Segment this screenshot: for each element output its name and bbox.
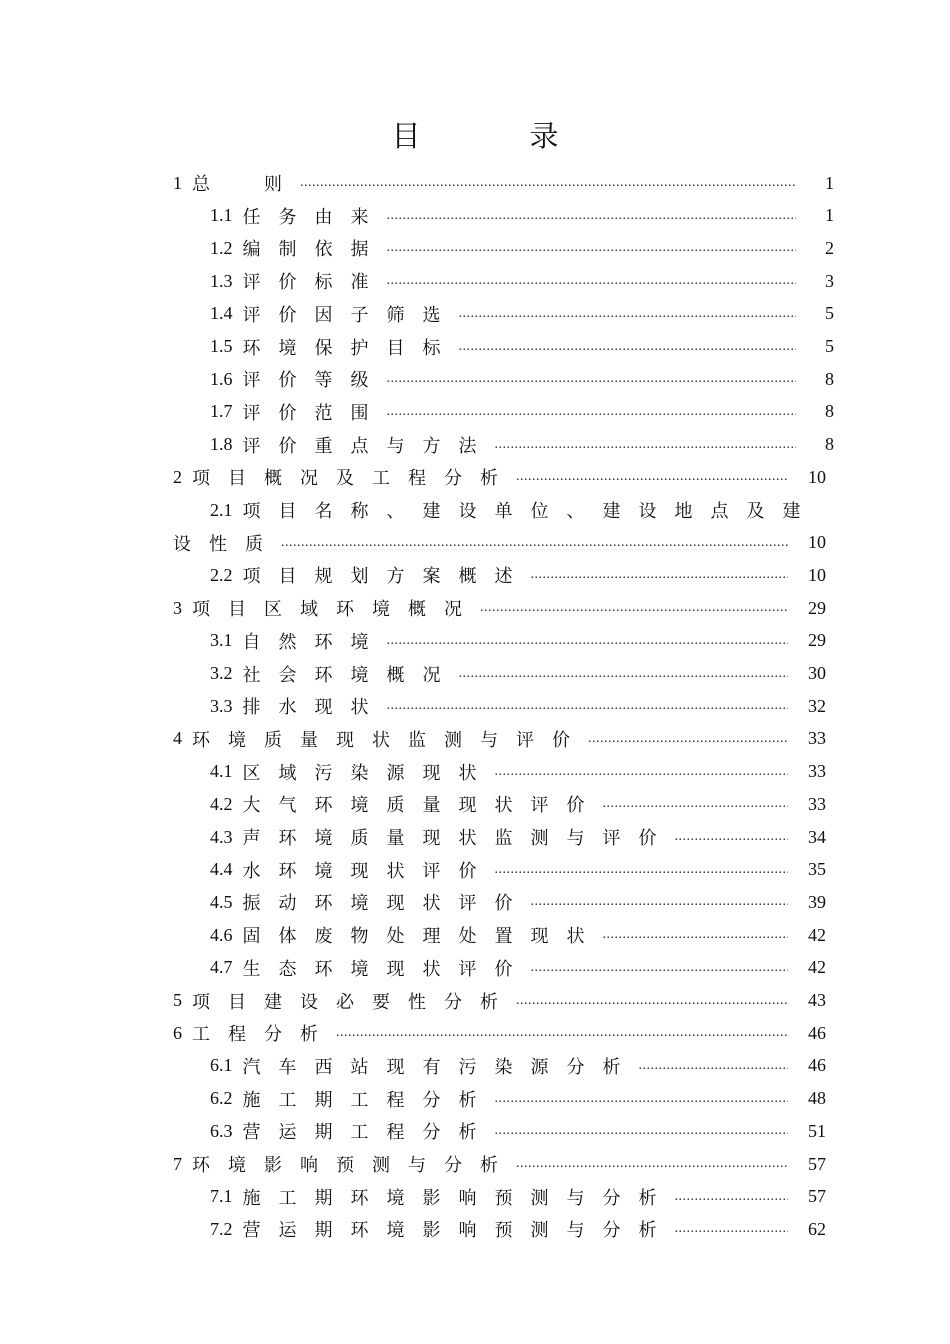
toc-entry-number: 1.5 [210, 336, 233, 356]
toc-entry[interactable] [210, 1051, 826, 1081]
toc-entry[interactable] [210, 430, 834, 460]
toc-entry-number: 6 [173, 1022, 182, 1043]
toc-entry-number: 4.3 [210, 826, 233, 847]
toc-entry-title: 固体废物处理处置现状 [242, 926, 603, 948]
toc-entry-number: 1.7 [210, 401, 233, 422]
dot-leader [387, 404, 797, 420]
toc-entry[interactable] [173, 168, 834, 198]
toc-page-number: 34 [808, 826, 826, 847]
toc-entry-title: 营运期环境影响预测与分析 [242, 1220, 675, 1242]
toc-entry-number: 1.4 [210, 303, 233, 324]
dot-leader [675, 829, 789, 845]
toc-entry[interactable] [210, 299, 834, 329]
dot-leader [387, 240, 797, 256]
toc-entry-title: 项目名称、建设单位、建设地点及建 [242, 501, 819, 522]
toc-entry-title: 环境影响预测与分析 [192, 1155, 516, 1176]
toc-entry[interactable] [173, 724, 826, 754]
toc-entry[interactable] [210, 626, 826, 656]
dot-leader [281, 535, 788, 551]
dot-leader [495, 764, 789, 780]
toc-entry-number: 7.2 [210, 1218, 233, 1239]
toc-entry-number: 7 [173, 1153, 182, 1174]
toc-entry-number: 6.1 [210, 1055, 233, 1076]
toc-page-number: 35 [808, 859, 826, 880]
toc-entry-title: 生态环境现状评价 [242, 958, 531, 980]
toc-entry-title: 社会环境概况 [242, 664, 459, 686]
toc-entry-number: 3.2 [210, 663, 233, 683]
toc-entry[interactable] [210, 397, 834, 427]
dot-leader [639, 1058, 789, 1074]
toc-entry[interactable] [210, 789, 826, 819]
toc-page-number: 62 [808, 1218, 826, 1239]
toc-entry[interactable] [173, 986, 826, 1016]
toc-page-number: 43 [808, 990, 826, 1010]
dot-leader [387, 698, 789, 714]
toc-entry-title: 任务由来 [242, 206, 387, 228]
toc-entry-title: 施工期工程分析 [242, 1089, 495, 1111]
toc-entry[interactable] [210, 1214, 826, 1244]
toc-entry-number: 3 [173, 597, 182, 618]
toc-entry[interactable] [173, 462, 826, 492]
toc-page-number: 32 [808, 695, 826, 716]
toc-entry-title: 项目区域环境概况 [192, 599, 480, 621]
toc-entry[interactable] [210, 495, 826, 525]
toc-entry[interactable] [210, 887, 826, 917]
dot-leader [675, 1221, 789, 1237]
toc-entry[interactable] [210, 691, 826, 721]
toc-entry-number: 6.2 [210, 1088, 233, 1109]
dot-leader [495, 1123, 789, 1139]
toc-entry-title: 编制依据 [242, 239, 387, 261]
toc-entry-title: 环境保护目标 [242, 337, 459, 359]
toc-entry-number: 3.1 [210, 630, 233, 651]
toc-entry-title: 评价范围 [242, 402, 387, 424]
toc-page-number: 8 [825, 368, 834, 389]
dot-leader [336, 1025, 788, 1041]
toc-entry[interactable] [210, 822, 826, 852]
dot-leader [459, 666, 789, 682]
toc-entry-title: 评价标准 [242, 272, 387, 294]
toc-entry-number: 4.4 [210, 859, 233, 880]
toc-entry-number: 2 [173, 466, 182, 487]
dot-leader [603, 796, 789, 812]
toc-entry-number: 1.8 [210, 434, 233, 455]
toc-entry-title: 环境质量现状监测与评价 [192, 729, 588, 751]
toc-entry-continuation[interactable] [173, 528, 826, 558]
toc-entry-title: 区域污染源现状 [242, 762, 495, 784]
toc-entry[interactable] [210, 757, 826, 787]
toc-entry[interactable] [210, 560, 826, 590]
dot-leader [387, 273, 797, 289]
toc-entry-title: 大气环境质量现状评价 [242, 795, 603, 817]
toc-entry-number: 7.1 [210, 1186, 233, 1207]
toc-page-number: 46 [808, 1055, 826, 1076]
dot-leader [531, 894, 789, 910]
toc-page-number: 46 [808, 1022, 826, 1043]
dot-leader [459, 339, 797, 355]
dot-leader [531, 567, 789, 583]
toc-entry-number: 3.3 [210, 695, 233, 716]
toc-entry-title: 项目规划方案概述 [242, 566, 531, 588]
dot-leader [516, 469, 788, 485]
dot-leader [387, 633, 789, 649]
toc-page-number: 1 [825, 172, 834, 193]
toc-entry-number: 1.1 [210, 205, 233, 226]
toc-page-number: 39 [808, 891, 826, 912]
toc-entry-title: 水环境现状评价 [242, 860, 495, 882]
toc-entry[interactable] [210, 233, 834, 263]
toc-page-number: 33 [808, 728, 826, 749]
toc-entry-number: 2.2 [210, 564, 233, 585]
toc-entry-title: 评价重点与方法 [242, 435, 495, 457]
toc-entry-title: 营运期工程分析 [242, 1122, 495, 1144]
toc-page-number: 57 [808, 1153, 826, 1174]
toc-entry[interactable] [210, 920, 826, 950]
dot-leader [516, 993, 788, 1009]
toc-entry-title: 项目建设必要性分析 [192, 991, 516, 1013]
toc-entry-number: 5 [173, 990, 182, 1010]
dot-leader [459, 306, 797, 322]
toc-entry[interactable] [210, 1084, 826, 1114]
toc-entry[interactable] [210, 201, 834, 231]
toc-entry-title: 汽车西站现有污染源分析 [242, 1056, 639, 1078]
toc-entry-title: 工程分析 [192, 1024, 336, 1046]
toc-page-number: 42 [808, 924, 826, 945]
dot-leader [387, 208, 797, 224]
toc-page-number: 29 [808, 597, 826, 618]
toc-page-number: 5 [825, 303, 834, 324]
toc-entry[interactable] [210, 953, 826, 983]
toc-page-number: 10 [808, 466, 826, 487]
toc-page-number: 33 [808, 793, 826, 814]
dot-leader [495, 1091, 789, 1107]
toc-entry-number: 4.7 [210, 957, 233, 978]
toc-page-number: 57 [808, 1186, 826, 1207]
toc-page-number: 30 [808, 663, 826, 683]
toc-entry[interactable] [173, 593, 826, 623]
toc-entry[interactable] [210, 266, 834, 296]
dot-leader [480, 600, 788, 616]
dot-leader [588, 731, 788, 747]
toc-page-number: 51 [808, 1120, 826, 1141]
toc-entry-number: 4 [173, 728, 182, 749]
dot-leader [603, 927, 789, 943]
toc-entry[interactable] [210, 855, 826, 885]
toc-entry-title: 项目概况及工程分析 [192, 468, 516, 490]
toc-entry-title: 评价因子筛选 [242, 304, 459, 326]
toc-page-number: 10 [808, 532, 826, 553]
toc-entry-number: 4.1 [210, 761, 233, 782]
dot-leader [300, 175, 796, 191]
toc-entry-title: 振动环境现状评价 [242, 893, 531, 915]
toc-entry-title: 自然环境 [242, 631, 387, 653]
toc-page-number: 10 [808, 564, 826, 585]
toc-entry-number: 1.3 [210, 270, 233, 291]
dot-leader [675, 1189, 789, 1205]
toc-entry[interactable] [210, 659, 826, 689]
toc-page-number: 3 [825, 270, 834, 291]
toc-entry-title: 评价等级 [242, 370, 387, 392]
toc-entry-title: 总 则 [192, 174, 300, 195]
toc-entry[interactable] [210, 1182, 826, 1212]
toc-entry-number: 1.6 [210, 368, 233, 389]
toc-entry[interactable] [210, 1116, 826, 1146]
toc-entry-number: 2.1 [210, 499, 233, 520]
toc-page-number: 29 [808, 630, 826, 651]
dot-leader [531, 960, 789, 976]
toc-entry-number: 6.3 [210, 1120, 233, 1141]
toc-entry-title: 施工期环境影响预测与分析 [242, 1187, 675, 1209]
toc-page-number: 42 [808, 957, 826, 978]
toc-page-number: 33 [808, 761, 826, 782]
toc-entry[interactable] [173, 1149, 826, 1179]
toc-entry-number: 1 [173, 172, 182, 193]
dot-leader [495, 862, 789, 878]
toc-entry-number: 4.5 [210, 891, 233, 912]
toc-entry-number: 1.2 [210, 237, 233, 258]
toc-entry-title: 声环境质量现状监测与评价 [242, 828, 675, 849]
toc-page-number: 8 [825, 434, 834, 455]
toc-page-number: 48 [808, 1088, 826, 1109]
toc-entry-number: 4.6 [210, 924, 233, 945]
toc-page-number: 1 [825, 205, 834, 226]
toc-entry[interactable] [210, 332, 834, 362]
dot-leader [516, 1156, 788, 1172]
toc-page-number: 5 [825, 336, 834, 356]
toc-entry[interactable] [210, 364, 834, 394]
toc-page-number: 2 [825, 237, 834, 258]
toc-entry-title-continued: 设性质 [173, 533, 281, 555]
toc-page-number: 8 [825, 401, 834, 422]
dot-leader [495, 437, 797, 453]
toc-entry-title: 排水现状 [242, 697, 387, 719]
dot-leader [387, 371, 797, 387]
toc-entry-number: 4.2 [210, 793, 233, 814]
toc-entry[interactable] [173, 1018, 826, 1048]
page-title: 目 录 [391, 119, 599, 153]
